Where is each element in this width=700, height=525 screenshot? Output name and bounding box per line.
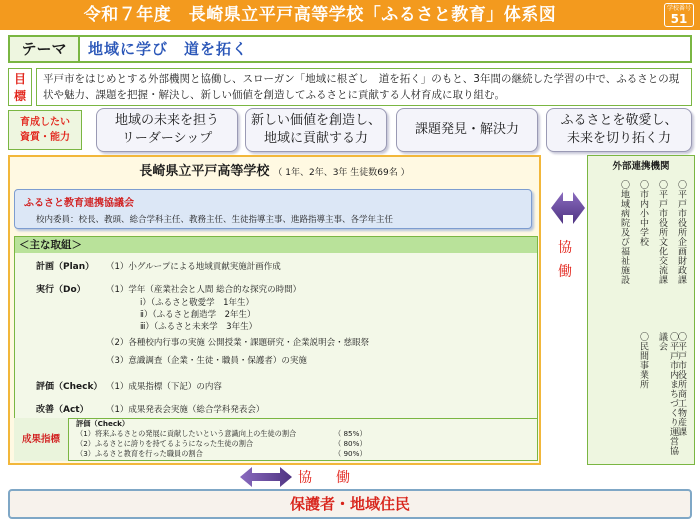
kpi-value-1: （ 85%）: [334, 429, 367, 438]
kpi-value-2: （ 80%）: [334, 439, 367, 448]
kpi-item-3: （3）ふるさと教育を行った職員の割合: [76, 449, 203, 458]
guardians-residents-box: 保護者・地域住民: [8, 489, 692, 519]
do-item-1-i: ⅰ）（ふるさと敬愛学 1年生）: [140, 298, 255, 308]
kpi-heading: 評価（Check）: [76, 419, 130, 428]
do-label: 実行（Do）: [36, 285, 86, 295]
school-name-row: [8, 160, 541, 179]
partner-private-business: 〇民間事業所: [638, 332, 648, 389]
competency-line1: 新しい価値を創造し、: [250, 113, 381, 128]
act-label: 改善（Act）: [36, 405, 89, 415]
competency-line2: 未来を切り拓く力: [566, 131, 671, 146]
check-label: 評価（Check）: [36, 382, 103, 392]
competency-hometown-love: [546, 108, 692, 152]
page-title: 令和７年度 長崎県立平戸高等学校「ふるさと教育」体系図: [83, 5, 557, 25]
kpi-value-3: （ 90%）: [334, 449, 367, 458]
competency-value-creation: [245, 108, 387, 152]
updown-arrow-icon: [240, 467, 292, 487]
cooperation-char-1: 協: [558, 240, 572, 256]
goal-label-line2: 標: [13, 89, 26, 103]
partner-local-schools: 〇市内小中学校: [638, 180, 648, 247]
plan-text: （1）小グループによる地域貢献実施計画作成: [106, 262, 281, 272]
goal-text: 平戸市をはじめとする外部機関と協働し、スローガン「地域に根ざし 道を拓く」のもと、3年間の継続した学習の中で、ふるさとの現状や魅力、課題を把握・解決し、新しい価値を創造してふるさとに貢献する人材育成に取り組む。: [36, 68, 692, 106]
council-members: 校内委員：校長、教頭、総合学科主任、教務主任、生徒指導主事、進路指導主事、各学年主任: [36, 215, 394, 225]
council-title: ふるさと教育連携協議会: [24, 198, 134, 209]
competency-line2: 地域に貢献する力: [263, 131, 368, 146]
partner-hospital-welfare: 〇地域病院及び福祉施設: [619, 180, 629, 285]
check-text: （1）成果指標（下記）の内容: [106, 382, 222, 392]
do-item-1-ii: ⅱ）（ふるさと創造学 2年生）: [140, 310, 256, 320]
goal-label: [8, 68, 32, 106]
cooperation-char-2: 働: [558, 264, 572, 280]
cooperation-horizontal-label: 協 働: [298, 470, 355, 486]
partner-culture-exchange: 〇平戸市役所文化交流課: [657, 180, 667, 285]
do-item-1-iii: ⅲ）（ふるさと未来学 3年生）: [140, 322, 258, 332]
do-item-3: （3）意識調査（企業・生徒・職員・保護者）の実施: [106, 356, 307, 366]
kpi-item-1: （1）将来ふるさとの発展に貢献したいという意識向上の生徒の割合: [76, 429, 297, 438]
cooperation-vertical-label: [556, 236, 574, 284]
badge-number: 51: [670, 12, 688, 26]
do-item-1: （1）学年（産業社会と人間 総合的な探究の時間）: [106, 285, 302, 295]
school-number-badge: [664, 3, 694, 27]
plan-label: 計画（Plan）: [36, 262, 95, 272]
act-text: （1）成果発表会実施（総合学科発表会）: [106, 405, 265, 415]
competencies-label: [8, 110, 82, 150]
school-name: 長崎県立平戸高等学校: [139, 164, 270, 179]
competency-line2: リーダーシップ: [121, 131, 213, 146]
goal-label-line1: 目: [13, 72, 26, 86]
competencies-label-line1: 育成したい: [20, 117, 70, 128]
theme-text: 地域に学び 道を拓く: [88, 40, 249, 58]
partner-town-council: 〇平戸市内まちづくり運営協議会: [657, 332, 678, 456]
school-student-info: （ 1年、2年、3年 生徒数69名 ）: [273, 168, 410, 178]
competency-line1: 地域の未来を担う: [114, 113, 219, 128]
do-item-2: （2）各種校内行事の実施 公開授業・課題研究・企業説明会・慈眼祭: [106, 338, 370, 348]
badge-caption: 学校番号: [666, 5, 691, 12]
competencies-label-line2: 資質・能力: [20, 132, 70, 143]
competency-problem-solving: [396, 108, 538, 152]
competency-line1: 課題発見・解決力: [414, 122, 519, 137]
partner-commerce: 〇平戸市役所商工物産課: [676, 332, 686, 437]
kpi-item-2: （2）ふるさとに誇りを持てるようになった生徒の割合: [76, 439, 254, 448]
kpi-label: 成果指標: [14, 418, 69, 461]
double-arrow-icon: [551, 188, 585, 228]
theme-label: テーマ: [10, 37, 80, 61]
external-partners-title: 外部連携機関: [612, 161, 670, 172]
competency-leadership: [96, 108, 238, 152]
partner-planning-finance: 〇平戸市役所企画財政課: [676, 180, 686, 285]
main-activities-heading: ＜主な取組＞: [15, 237, 537, 253]
competency-line1: ふるさとを敬愛し、: [560, 113, 678, 128]
